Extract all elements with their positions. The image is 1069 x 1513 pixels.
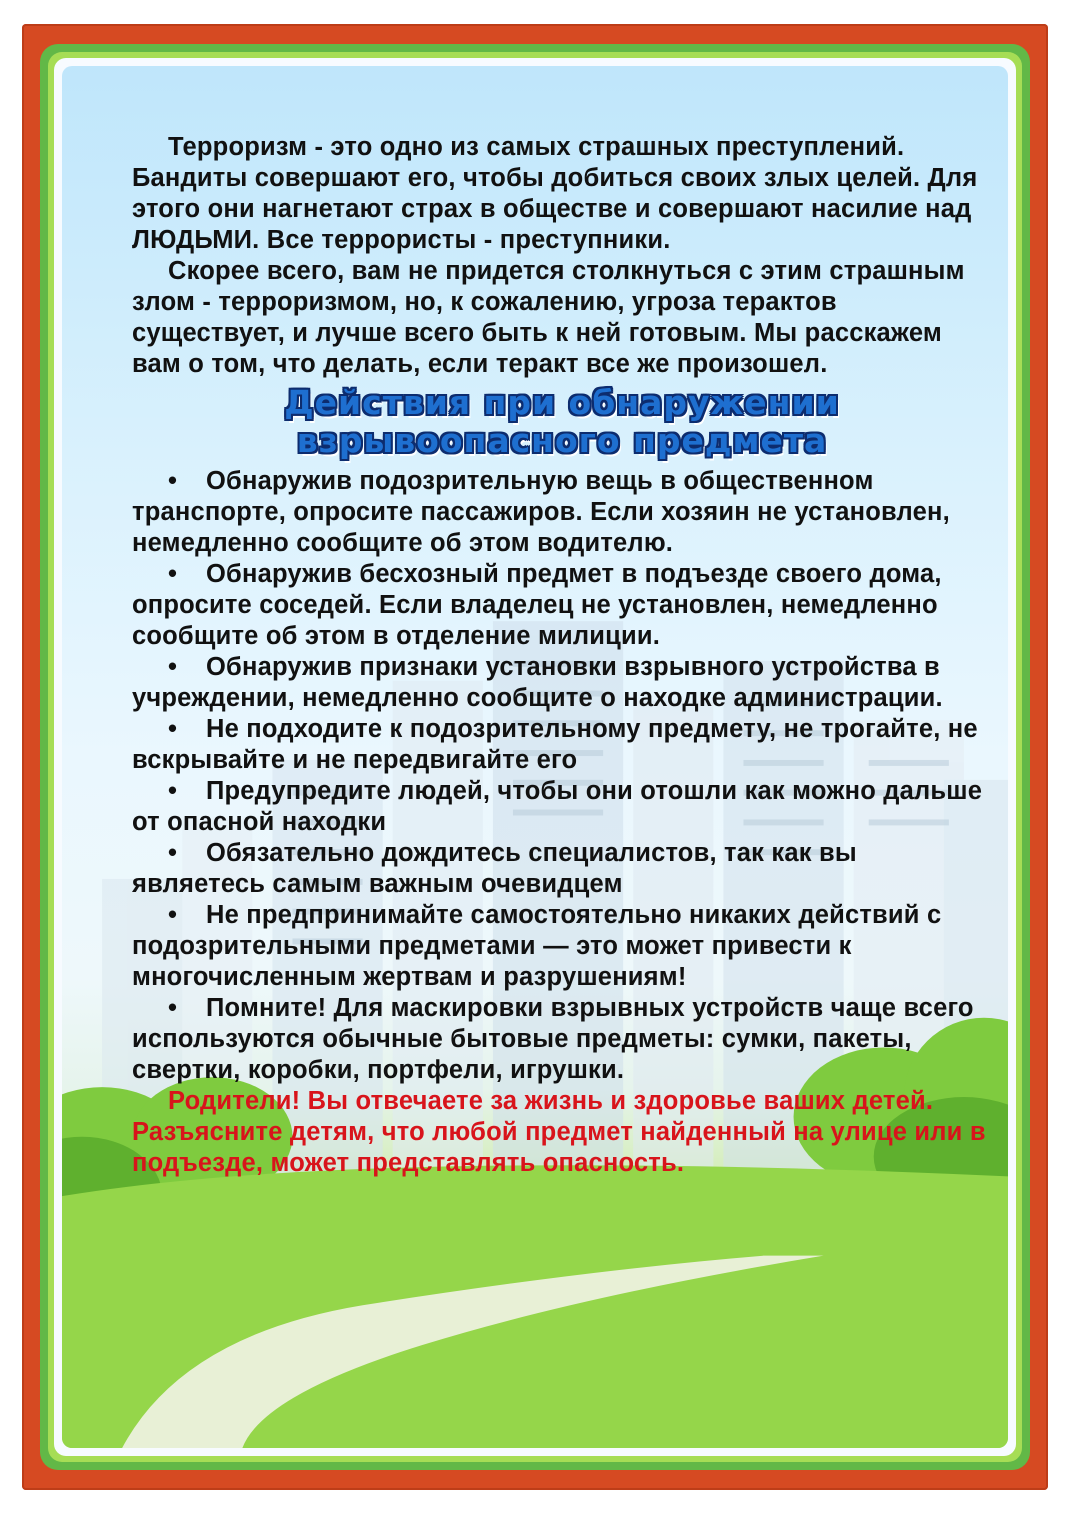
list-item	[132, 714, 992, 776]
bullet-icon: •	[168, 467, 178, 495]
list-item	[132, 559, 992, 652]
list-item-text: Не подходите к подозрительному предмету, не трогайте, не вскрывайте и не передвигайте его	[132, 715, 978, 774]
intro-paragraph-1: Терроризм - это одно из самых страшных преступлений. Бандиты совершают его, чтобы добиться своих злых целей. Для этого они нагнетают страх в обществе и совершают насилие над ЛЮДЬМИ. Все террористы - преступники.	[132, 133, 978, 254]
poster-panel	[62, 66, 1008, 1448]
instructions-list	[132, 466, 992, 1086]
bullet-icon: •	[168, 994, 178, 1022]
poster-lime-frame	[48, 52, 1022, 1462]
intro-paragraph-2: Скорее всего, вам не придется столкнуться с этим страшным злом - терроризмом, но, к сожалению, угроза терактов существует, и лучше всего быть к ней готовым. Мы расскажем вам о том, что делать, если теракт все же произошел.	[132, 257, 965, 378]
poster-white-frame	[54, 58, 1016, 1456]
list-item-text: Предупредите людей, чтобы они отошли как можно дальше от опасной находки	[132, 777, 983, 836]
list-item-text: Обнаружив признаки установки взрывного устройства в учреждении, немедленно сообщите о находке администрации.	[132, 653, 943, 712]
list-item	[132, 776, 992, 838]
bullet-icon: •	[168, 839, 178, 867]
list-item-text: Обязательно дождитесь специалистов, так как вы являетесь самым важным очевидцем	[132, 839, 857, 898]
list-item-text: Помните! Для маскировки взрывных устройств чаще всего используются обычные бытовые предметы: сумки, пакеты, свертки, коробки, портфели, игрушки.	[132, 994, 974, 1084]
poster-content	[132, 132, 992, 1179]
parents-warning: Родители! Вы отвечаете за жизнь и здоровье ваших детей. Разъясните детям, что любой предмет найденный на улице или в подъезде, может представлять опасность.	[132, 1087, 986, 1177]
list-item-text: Обнаружив бесхозный предмет в подъезде своего дома, опросите соседей. Если владелец не установлен, немедленно сообщите об этом в отделение милиции.	[132, 560, 942, 650]
list-item-text: Обнаружив подозрительную вещь в общественном транспорте, опросите пассажиров. Если хозяин не установлен, немедленно сообщите об этом водителю.	[132, 467, 950, 557]
list-item	[132, 652, 992, 714]
poster-green-frame	[40, 44, 1030, 1470]
section-heading	[132, 384, 992, 460]
bullet-icon: •	[168, 901, 178, 929]
bullet-icon: •	[168, 777, 178, 805]
list-item-text: Не предпринимайте самостоятельно никаких действий с подозрительными предметами — это может привести к многочисленным жертвам и разрушениям!	[132, 901, 942, 991]
list-item	[132, 993, 992, 1086]
list-item	[132, 900, 992, 993]
list-item	[132, 466, 992, 559]
bullet-icon: •	[168, 653, 178, 681]
poster-outer-frame	[22, 24, 1048, 1490]
bullet-icon: •	[168, 560, 178, 588]
bullet-icon: •	[168, 715, 178, 743]
heading-line-1: Действия при обнаружении	[284, 383, 840, 422]
list-item	[132, 838, 992, 900]
heading-line-2: взрывоопасного предмета	[296, 421, 828, 460]
